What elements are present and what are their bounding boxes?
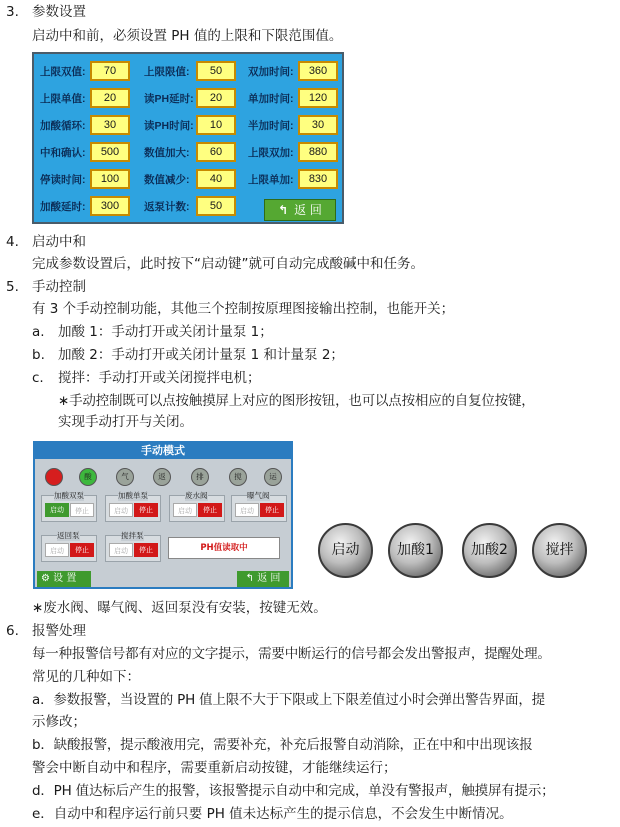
list-marker: b. bbox=[32, 347, 45, 363]
param-value-input[interactable]: 50 bbox=[196, 61, 236, 81]
param-label: 上限单值: bbox=[40, 93, 86, 105]
param-value-input[interactable]: 100 bbox=[90, 169, 130, 189]
param-label: 读PH延时: bbox=[144, 93, 194, 105]
section-6-number: 6. bbox=[6, 623, 19, 639]
stop-button[interactable]: 停止 bbox=[198, 503, 222, 517]
back-arrow-icon: ↰ bbox=[245, 573, 254, 584]
control-group-label: 加酸单泵 bbox=[118, 491, 148, 500]
indicator-label: 搅 bbox=[234, 472, 242, 481]
start-button[interactable]: 启动 bbox=[109, 543, 133, 557]
indicator-label: 气 bbox=[121, 472, 129, 481]
settings-button-label: 设 置 bbox=[53, 573, 77, 584]
push-button-label: 加酸1 bbox=[397, 542, 434, 558]
indicator-label: 返 bbox=[158, 472, 166, 481]
stop-button[interactable]: 停止 bbox=[134, 543, 158, 557]
param-label: 上限双值: bbox=[40, 66, 86, 78]
indicator-label: 排 bbox=[196, 472, 204, 481]
control-group bbox=[169, 491, 225, 522]
control-group-label: 返回泵 bbox=[57, 531, 80, 540]
footnote: ∗废水阀、曝气阀、返回泵没有安装，按键无效。 bbox=[32, 600, 327, 616]
back-button-label: 返 回 bbox=[294, 203, 322, 217]
stop-button[interactable]: 停止 bbox=[70, 503, 94, 517]
list-item: 搅拌：手动打开或关闭搅拌电机； bbox=[58, 370, 261, 386]
section-5-number: 5. bbox=[6, 279, 19, 295]
status-message-box: PH值读取中 bbox=[168, 537, 280, 559]
indicator-light bbox=[229, 468, 247, 486]
control-group-label: 加酸双泵 bbox=[54, 491, 84, 500]
start-button[interactable]: 启动 bbox=[45, 503, 69, 517]
section-3-title: 参数设置 bbox=[32, 4, 86, 20]
section-4-description: 完成参数设置后，此时按下“启动键”就可自动完成酸碱中和任务。 bbox=[32, 256, 424, 272]
indicator-light bbox=[153, 468, 171, 486]
section-3-description: 启动中和前，必须设置 PH 值的上限和下限范围值。 bbox=[32, 28, 343, 44]
param-label: 返泵计数: bbox=[144, 201, 190, 213]
control-group bbox=[105, 491, 161, 522]
section-5-description: 有 3 个手动控制功能，其他三个控制按原理图接输出控制，也能开关； bbox=[32, 301, 455, 317]
push-button-label: 搅拌 bbox=[545, 542, 574, 558]
list-item: 加酸 2：手动打开或关闭计量泵 1 和计量泵 2； bbox=[58, 347, 344, 363]
back-button[interactable] bbox=[237, 571, 289, 587]
start-button[interactable]: 启动 bbox=[173, 503, 197, 517]
stop-button[interactable]: 停止 bbox=[260, 503, 284, 517]
indicator-light bbox=[191, 468, 209, 486]
parameter-settings-panel bbox=[32, 52, 344, 224]
alarm-text-line: e．自动中和程序运行前只要 PH 值未达标产生的提示信息，不会发生中断情况。 bbox=[32, 806, 513, 822]
control-group-label: 搅拌泵 bbox=[121, 531, 144, 540]
param-value-input[interactable]: 30 bbox=[298, 115, 338, 135]
alarm-text-line: d．PH 值达标后产生的报警，该报警提示自动中和完成，单没有警报声，触摸屏有提示； bbox=[32, 783, 555, 799]
start-button[interactable]: 启动 bbox=[45, 543, 69, 557]
alarm-text-line: 警会中断自动中和程序，需要重新启动按键，才能继续运行； bbox=[32, 760, 397, 776]
param-value-input[interactable]: 880 bbox=[298, 142, 338, 162]
start-button[interactable]: 启动 bbox=[235, 503, 259, 517]
settings-button[interactable] bbox=[37, 571, 91, 587]
push-button-label: 启动 bbox=[331, 542, 360, 558]
stop-button[interactable]: 停止 bbox=[134, 503, 158, 517]
indicator-label: 酸 bbox=[84, 472, 92, 481]
indicator-light bbox=[116, 468, 134, 486]
manual-mode-title: 手动模式 bbox=[35, 443, 291, 459]
param-value-input[interactable]: 20 bbox=[196, 88, 236, 108]
param-label: 单加时间: bbox=[248, 93, 294, 105]
alarm-text-line: b．缺酸报警，提示酸液用完，需要补充，补充后报警自动消除，正在中和中出现该报 bbox=[32, 737, 533, 753]
param-value-input[interactable]: 360 bbox=[298, 61, 338, 81]
param-value-input[interactable]: 70 bbox=[90, 61, 130, 81]
param-label: 加酸循环: bbox=[40, 120, 86, 132]
section-6-title: 报警处理 bbox=[32, 623, 86, 639]
param-value-input[interactable]: 60 bbox=[196, 142, 236, 162]
param-label: 双加时间: bbox=[248, 66, 294, 78]
list-item: 加酸 1：手动打开或关闭计量泵 1； bbox=[58, 324, 273, 340]
back-arrow-icon: ↰ bbox=[278, 203, 289, 217]
control-group bbox=[231, 491, 287, 522]
param-label: 数值减少: bbox=[144, 174, 190, 186]
param-value-input[interactable]: 10 bbox=[196, 115, 236, 135]
acid1-push-button[interactable] bbox=[388, 523, 443, 578]
param-value-input[interactable]: 40 bbox=[196, 169, 236, 189]
alarm-text-line: 示修改； bbox=[32, 714, 86, 730]
list-marker: c. bbox=[32, 370, 44, 386]
start-push-button[interactable] bbox=[318, 523, 373, 578]
alarm-text-line: 每一种报警信号都有对应的文字提示，需要中断运行的信号都会发出警报声，提醒处理。 bbox=[32, 646, 551, 662]
indicator-light bbox=[79, 468, 97, 486]
back-button[interactable] bbox=[264, 199, 336, 221]
section-5-title: 手动控制 bbox=[32, 279, 86, 295]
section-4-number: 4. bbox=[6, 234, 19, 250]
param-value-input[interactable]: 300 bbox=[90, 196, 130, 216]
param-value-input[interactable]: 500 bbox=[90, 142, 130, 162]
alarm-text-line: a．参数报警，当设置的 PH 值上限不大于下限或上下限差值过小时会弹出警告界面，提 bbox=[32, 692, 545, 708]
control-group-label: 废水阀 bbox=[185, 491, 208, 500]
param-label: 上限双加: bbox=[248, 147, 294, 159]
param-label: 数值加大: bbox=[144, 147, 190, 159]
section-4-title: 启动中和 bbox=[32, 234, 86, 250]
indicator-light bbox=[45, 468, 63, 486]
param-label: 加酸延时: bbox=[40, 201, 86, 213]
control-group bbox=[41, 531, 97, 562]
param-value-input[interactable]: 20 bbox=[90, 88, 130, 108]
control-group bbox=[41, 491, 97, 522]
manual-mode-panel bbox=[33, 441, 293, 589]
stop-button[interactable]: 停止 bbox=[70, 543, 94, 557]
indicator-label: 运 bbox=[269, 472, 277, 481]
section-3-number: 3. bbox=[6, 4, 19, 20]
acid2-push-button[interactable] bbox=[462, 523, 517, 578]
control-group bbox=[105, 531, 161, 562]
indicator-light bbox=[264, 468, 282, 486]
param-label: 停读时间: bbox=[40, 174, 86, 186]
param-value-input[interactable]: 50 bbox=[196, 196, 236, 216]
manual-note-line: ∗手动控制既可以点按触摸屏上对应的图形按钮，也可以点按相应的自复位按键， bbox=[58, 393, 535, 409]
push-button-label: 加酸2 bbox=[471, 542, 508, 558]
alarm-text-line: 常见的几种如下： bbox=[32, 669, 140, 685]
param-value-input[interactable]: 120 bbox=[298, 88, 338, 108]
back-button-label: 返 回 bbox=[257, 573, 281, 584]
param-label: 读PH时间: bbox=[144, 120, 194, 132]
gear-icon: ⚙ bbox=[41, 573, 50, 584]
param-value-input[interactable]: 830 bbox=[298, 169, 338, 189]
control-group-label: 曝气阀 bbox=[247, 491, 270, 500]
start-button[interactable]: 启动 bbox=[109, 503, 133, 517]
param-value-input[interactable]: 30 bbox=[90, 115, 130, 135]
list-marker: a. bbox=[32, 324, 45, 340]
stir-push-button[interactable] bbox=[532, 523, 587, 578]
param-label: 上限限值: bbox=[144, 66, 190, 78]
manual-note-line: 实现手动打开与关闭。 bbox=[58, 414, 193, 430]
param-label: 中和确认: bbox=[40, 147, 86, 159]
param-label: 上限单加: bbox=[248, 174, 294, 186]
param-label: 半加时间: bbox=[248, 120, 294, 132]
